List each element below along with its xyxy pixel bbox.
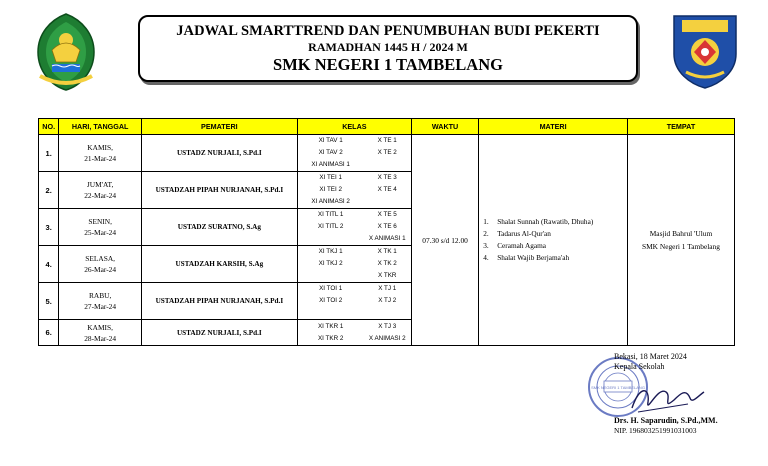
row-number: 6.	[39, 320, 59, 346]
row-date	[59, 135, 142, 172]
kelas-item: X ANIMASI 2	[368, 334, 406, 342]
row-date	[59, 246, 142, 283]
kelas-item: X TE 1	[377, 137, 397, 144]
kelas-item: XI TKJ 2	[318, 260, 343, 267]
kelas-item	[364, 159, 411, 171]
title-line-3: SMK NEGERI 1 TAMBELANG	[273, 55, 503, 74]
row-day: KAMIS,	[87, 322, 113, 332]
row-date-value: 28-Mar-24	[84, 333, 117, 343]
kelas-item	[298, 233, 364, 245]
kelas-item: X TK 1	[377, 248, 397, 255]
row-day: SELASA,	[85, 254, 116, 263]
kelas-item: XI TAV 1	[318, 137, 343, 144]
row-number: 1.	[39, 135, 59, 172]
kelas-item	[364, 196, 411, 208]
signature-nip: NIP. 196803251991031003	[614, 426, 697, 435]
kelas-item: X TK 2	[377, 260, 397, 267]
row-kelas-x	[364, 135, 412, 172]
materi-item: 4. Shalat Wajib Berjama'ah	[483, 253, 570, 262]
row-date-value: 21-Mar-24	[84, 154, 117, 163]
waktu-cell: 07.30 s/d 12.00	[411, 135, 478, 346]
kelas-item: XI TOI 1	[319, 285, 343, 292]
materi-item: 1. Shalat Sunnah (Rawatib, Dhuha)	[483, 217, 594, 226]
row-date	[59, 172, 142, 209]
row-number: 5.	[39, 283, 59, 320]
row-date	[59, 283, 142, 320]
kelas-item: XI TITL 2	[317, 223, 344, 230]
kelas-item: XI TKJ 1	[318, 248, 343, 255]
kelas-item: XI TKR 2	[317, 334, 344, 342]
row-speaker: USTADZAH PIPAH NURJANAH, S.Pd.I	[141, 283, 297, 320]
row-speaker: USTADZ NURJALI, S.Pd.I	[141, 135, 297, 172]
materi-item: 2. Tadarus Al-Qur'an	[483, 229, 551, 238]
row-date-value: 26-Mar-24	[84, 265, 117, 274]
header-materi: MATERI	[479, 119, 628, 135]
row-kelas-x	[364, 246, 412, 283]
tempat-cell	[627, 135, 734, 346]
row-speaker: USTADZ SURATNO, S.Ag	[141, 209, 297, 246]
row-kelas-xi	[297, 135, 363, 172]
row-number: 4.	[39, 246, 59, 283]
signature-role: Kepala Sekolah	[614, 362, 665, 371]
kelas-item: XI TAV 2	[318, 149, 343, 156]
materi-cell	[479, 135, 628, 346]
kelas-item: XI TEI 1	[319, 174, 342, 181]
header-kelas: KELAS	[297, 119, 411, 135]
row-date-value: 27-Mar-24	[84, 302, 117, 311]
tempat-line-2: SMK Negeri 1 Tambelang	[641, 242, 720, 251]
header-waktu: WAKTU	[411, 119, 478, 135]
table-row	[39, 135, 735, 172]
kelas-item: X ANIMASI 1	[368, 235, 406, 242]
table-header-row	[39, 119, 735, 135]
header-pemateri: PEMATERI	[141, 119, 297, 135]
row-kelas-xi	[297, 283, 363, 320]
row-speaker: USTADZ NURJALI, S.Pd.I	[141, 320, 297, 346]
row-speaker: USTADZAH PIPAH NURJANAH, S.Pd.I	[141, 172, 297, 209]
row-date	[59, 209, 142, 246]
kelas-item: X TKR	[378, 272, 397, 279]
kelas-item: X TJ 3	[378, 322, 397, 330]
kelas-item: XI ANIMASI 2	[311, 198, 350, 205]
kelas-item: X TE 5	[377, 211, 397, 218]
row-kelas-x	[364, 320, 412, 346]
kelas-item: XI TKR 1	[317, 322, 344, 330]
materi-item: 3. Ceramah Agama	[483, 241, 547, 250]
title-line-2: RAMADHAN 1445 H / 2024 M	[308, 40, 468, 54]
document-title-box	[138, 15, 638, 82]
school-logo	[668, 10, 742, 90]
kelas-item: XI TOI 2	[319, 297, 343, 304]
row-speaker: USTADZAH KARSIH, S.Ag	[141, 246, 297, 283]
stamp-text: SMK NEGERI 1 TAMBELANG	[591, 385, 645, 390]
kelas-item: X TE 4	[377, 186, 397, 193]
kelas-item: XI TITL 1	[317, 211, 344, 218]
row-kelas-xi	[297, 209, 363, 246]
kelas-item: X TE 3	[377, 174, 397, 181]
row-number: 2.	[39, 172, 59, 209]
row-date-value: 25-Mar-24	[84, 228, 117, 237]
kelas-item: X TE 2	[377, 149, 397, 156]
kelas-item	[364, 307, 411, 319]
row-kelas-xi	[297, 320, 363, 346]
kelas-item	[298, 307, 364, 319]
row-date	[59, 320, 142, 346]
row-day: KAMIS,	[87, 143, 113, 152]
header-no: NO.	[39, 119, 59, 135]
row-day: JUM'AT,	[86, 180, 114, 189]
header-tempat: TEMPAT	[627, 119, 734, 135]
kelas-item: X TJ 1	[378, 285, 397, 292]
row-day: RABU,	[88, 291, 112, 300]
row-kelas-x	[364, 209, 412, 246]
title-line-1: JADWAL SMARTTREND DAN PENUMBUHAN BUDI PEKERTI	[176, 23, 600, 39]
west-java-logo	[30, 10, 102, 92]
kelas-item	[298, 270, 364, 282]
row-kelas-x	[364, 172, 412, 209]
row-day: SENIN,	[88, 217, 112, 226]
tempat-line-1: Masjid Bahrul 'Ulum	[649, 229, 713, 238]
handwritten-signature	[628, 378, 708, 418]
kelas-item: X TE 6	[377, 223, 397, 230]
signature-place-date: Bekasi, 18 Maret 2024	[614, 352, 687, 361]
row-number: 3.	[39, 209, 59, 246]
row-date-value: 22-Mar-24	[84, 191, 117, 200]
row-kelas-xi	[297, 172, 363, 209]
signature-name: Drs. H. Saparudin, S.Pd.,MM.	[614, 416, 718, 425]
kelas-item: XI TEI 2	[319, 186, 342, 193]
materi-list	[483, 216, 627, 264]
schedule-table	[38, 118, 735, 346]
signature-block	[614, 352, 687, 372]
kelas-item: XI ANIMASI 1	[311, 161, 350, 168]
header-hari-tanggal: HARI, TANGGAL	[59, 119, 142, 135]
kelas-item: X TJ 2	[378, 297, 397, 304]
row-kelas-xi	[297, 246, 363, 283]
row-kelas-x	[364, 283, 412, 320]
